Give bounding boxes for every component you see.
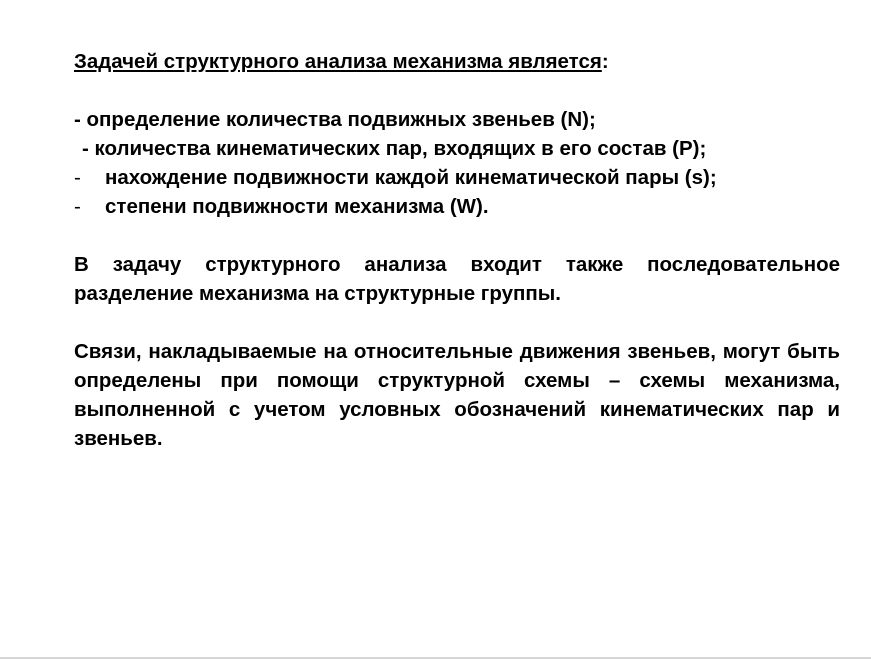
- slide-heading-colon: :: [601, 50, 609, 73]
- task-list: [74, 105, 840, 221]
- task-item-text: степени подвижности механизма (W).: [105, 195, 489, 218]
- task-item-pairs-count: [74, 134, 840, 163]
- paragraph-structural-scheme: Связи, накладываемые на относительные движения звеньев, могут быть определены при помощи структурной схемы – схемы механизма, выполненной с учетом условных обозначений кинематических пар и звеньев.: [74, 340, 840, 450]
- slide-content: [74, 47, 840, 453]
- task-item-pair-mobility: [74, 163, 840, 192]
- task-item-marker: -: [74, 195, 81, 218]
- task-item-text: - количества кинематических пар, входящих в его состав (P);: [82, 137, 707, 160]
- task-item-links-count: [74, 105, 840, 134]
- task-item-text: нахождение подвижности каждой кинематической пары (s);: [105, 166, 717, 189]
- slide-heading-underlined: Задачей структурного анализа механизма является: [74, 50, 602, 73]
- task-item-mechanism-mobility: [74, 192, 840, 221]
- paragraph-structural-groups: В задачу структурного анализа входит также последовательное разделение механизма на структурные группы.: [74, 253, 840, 305]
- slide-heading: [74, 47, 840, 76]
- task-item-marker: -: [74, 166, 81, 189]
- task-item-text: - определение количества подвижных звеньев (N);: [74, 108, 596, 131]
